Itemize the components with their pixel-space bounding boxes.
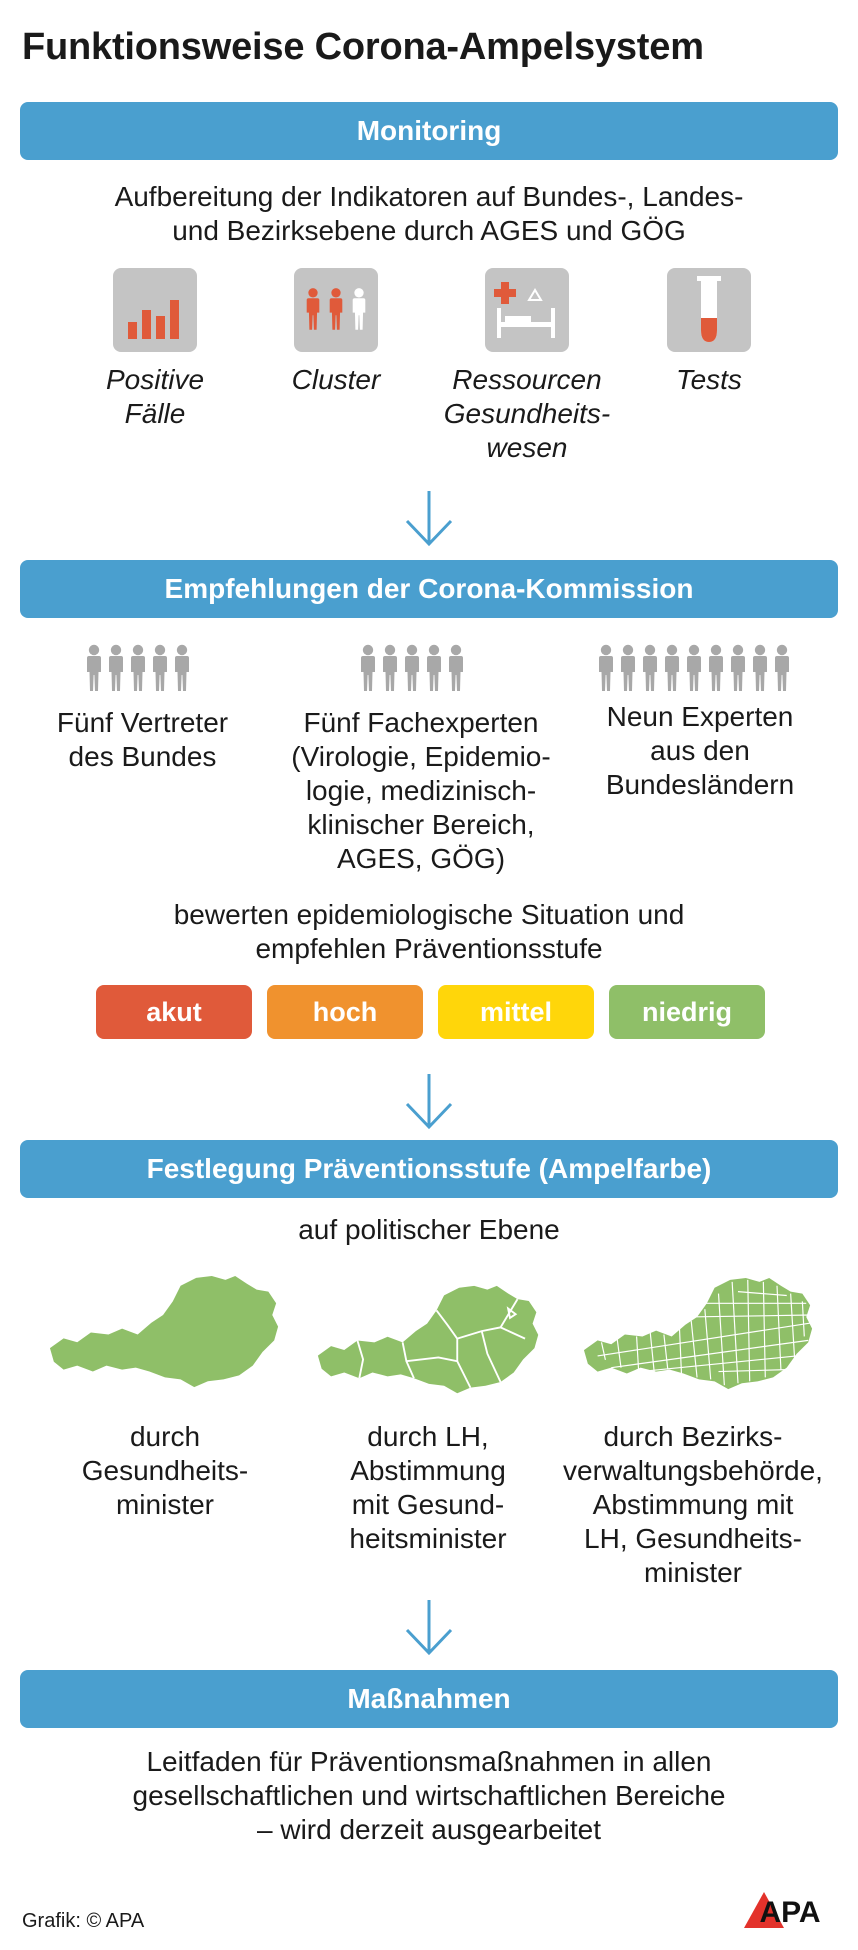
person-icon <box>731 645 745 691</box>
level-hoch <box>267 985 423 1039</box>
authority-label-lh <box>318 1420 538 1556</box>
person-icon <box>599 645 613 691</box>
svg-text:APA: APA <box>759 1896 821 1928</box>
authority-label-line: Abstimmung mit <box>592 1489 794 1520</box>
authority-label-line: mit Gesund- <box>351 1489 505 1520</box>
authority-label-line: verwaltungsbehörde, <box>563 1455 823 1486</box>
austria-map-states-icon <box>316 1276 542 1406</box>
indicator-label-line: Tests <box>676 364 742 395</box>
person-icon <box>361 645 375 691</box>
person-icon <box>131 645 145 691</box>
monitoring-description-line: Aufbereitung der Indikatoren auf Bundes-, Landes- <box>114 181 744 212</box>
person-icon <box>643 645 657 691</box>
group-label-line: klinischer Bereich, <box>307 809 535 840</box>
person-icon <box>427 645 441 691</box>
down-arrow-icon <box>404 489 454 547</box>
people-cluster-icon <box>294 268 378 352</box>
commission-heading-band <box>20 560 838 618</box>
assessment-line: empfehlen Präventionsstufe <box>255 933 603 964</box>
person-icon <box>665 645 679 691</box>
commission-heading: Empfehlungen der Corona-Kommission <box>164 573 694 604</box>
authority-label-line: LH, Gesundheits- <box>584 1523 802 1554</box>
group-label-line: aus den <box>650 735 750 766</box>
group-label-experts <box>266 706 576 876</box>
person-icon <box>709 645 723 691</box>
person-icon <box>621 645 635 691</box>
authority-label-minister <box>55 1420 275 1522</box>
person-icon <box>153 645 167 691</box>
group-label-line: Neun Experten <box>606 701 794 732</box>
monitoring-heading: Monitoring <box>356 115 502 146</box>
people-group-states-icon <box>596 644 794 692</box>
indicator-label-line: Cluster <box>291 364 381 395</box>
decision-heading-band <box>20 1140 838 1198</box>
authority-label-line: minister <box>115 1489 214 1520</box>
level-label: akut <box>146 996 202 1027</box>
authority-label-line: Gesundheits- <box>81 1455 249 1486</box>
page-title: Funktionsweise Corona-Ampelsystem <box>22 26 704 68</box>
authority-label-line: Abstimmung <box>350 1455 506 1486</box>
measures-description-line: Leitfaden für Präventionsmaßnahmen in allen <box>146 1746 712 1777</box>
person-icon <box>405 645 419 691</box>
measures-heading: Maßnahmen <box>347 1683 511 1714</box>
person-icon <box>383 645 397 691</box>
level-label: hoch <box>312 996 378 1027</box>
level-label: mittel <box>479 996 552 1027</box>
decision-heading: Festlegung Präventionsstufe (Ampelfarbe) <box>146 1153 712 1184</box>
indicator-label-cluster <box>256 363 416 397</box>
person-icon <box>753 645 767 691</box>
authority-label-line: durch LH, <box>367 1421 489 1452</box>
monitoring-heading-band <box>20 102 838 160</box>
indicator-label-line: Fälle <box>124 398 186 429</box>
authority-label-line: heitsminister <box>349 1523 507 1554</box>
credit-text: Grafik: © APA <box>22 1910 145 1932</box>
commission-assessment <box>20 898 838 966</box>
indicator-label-line: Ressourcen <box>452 364 602 395</box>
apa-logo <box>744 1888 836 1928</box>
monitoring-description <box>20 180 838 248</box>
measures-description-line: – wird derzeit ausgearbeitet <box>257 1814 601 1845</box>
level-label: niedrig <box>641 996 732 1027</box>
person-icon <box>175 645 189 691</box>
person-icon <box>109 645 123 691</box>
authority-label-line: durch Bezirks- <box>603 1421 783 1452</box>
group-label-line: logie, medizinisch- <box>305 775 537 806</box>
hospital-bed-icon <box>485 268 569 352</box>
group-label-states <box>580 700 820 802</box>
monitoring-description-line: und Bezirksebene durch AGES und GÖG <box>172 215 686 246</box>
measures-description <box>20 1745 838 1847</box>
bar-chart-icon <box>113 268 197 352</box>
austria-map-districts-icon <box>582 1270 816 1400</box>
decision-subtitle: auf politischer Ebene <box>298 1214 560 1245</box>
people-group-experts-icon <box>358 644 468 692</box>
group-label-line: (Virologie, Epidemio- <box>291 741 551 772</box>
level-niedrig <box>609 985 765 1039</box>
level-mittel <box>438 985 594 1039</box>
assessment-line: bewerten epidemiologische Situation und <box>173 899 685 930</box>
indicator-label-resources <box>422 363 632 465</box>
people-group-federal-icon <box>84 644 194 692</box>
measures-heading-band <box>20 1670 838 1728</box>
group-label-line: AGES, GÖG) <box>336 843 506 874</box>
group-label-line: Bundesländern <box>605 769 795 800</box>
indicator-label-line: Gesundheits- <box>443 398 611 429</box>
person-icon <box>687 645 701 691</box>
authority-label-line: minister <box>643 1557 742 1588</box>
test-tube-icon <box>667 268 751 352</box>
authority-label-line: durch <box>129 1421 201 1452</box>
person-icon <box>449 645 463 691</box>
down-arrow-icon <box>404 1598 454 1656</box>
indicator-label-positive <box>75 363 235 431</box>
authority-label-district <box>548 1420 838 1590</box>
down-arrow-icon <box>404 1072 454 1130</box>
group-label-federal <box>30 706 255 774</box>
austria-map-national-icon <box>48 1268 282 1398</box>
person-icon <box>87 645 101 691</box>
indicator-label-line: wesen <box>486 432 568 463</box>
group-label-line: des Bundes <box>68 741 217 772</box>
group-label-line: Fünf Vertreter <box>56 707 229 738</box>
person-icon <box>775 645 789 691</box>
indicator-label-tests <box>629 363 789 397</box>
measures-description-line: gesellschaftlichen und wirtschaftlichen Bereiche <box>132 1780 726 1811</box>
group-label-line: Fünf Fachexperten <box>303 707 539 738</box>
level-akut <box>96 985 252 1039</box>
indicator-label-line: Positive <box>105 364 205 395</box>
